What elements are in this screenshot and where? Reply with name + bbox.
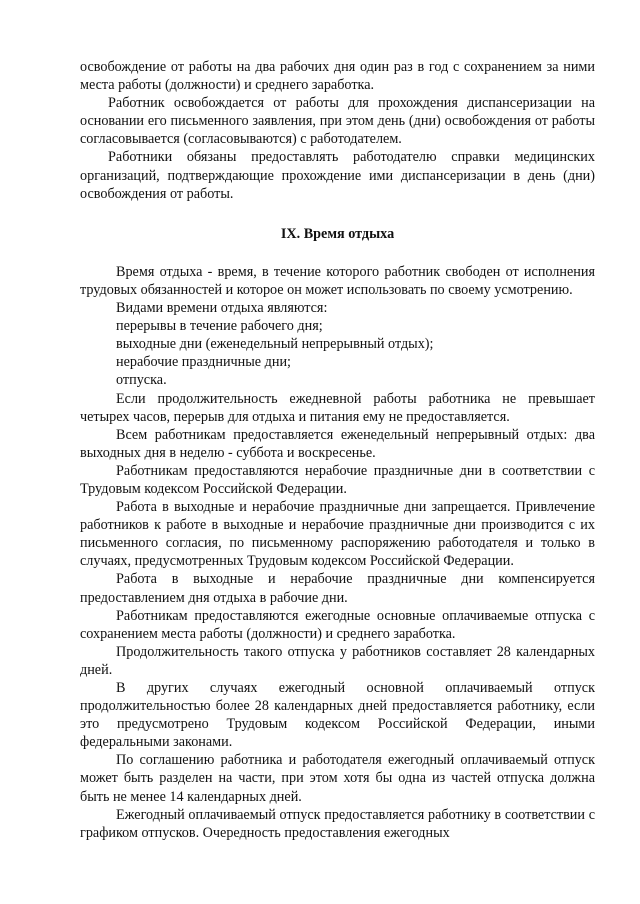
kinds-list-item: выходные дни (еженедельный непрерывный отдых); xyxy=(116,336,434,353)
kinds-list-item: отпуска. xyxy=(116,372,167,389)
document-page xyxy=(80,58,595,842)
body-paragraph: Работа в выходные и нерабочие праздничные дни запрещается. Привлечение работников к работе в выходные и нерабочие праздничные дни производится с их письменного согласия, по письменному распоряжению работодателя и только в случаях, предусмотренных Трудовым кодексом Российской Федерации. xyxy=(80,499,595,570)
kinds-intro: Видами времени отдыха являются: xyxy=(116,300,328,317)
intro-paragraph-3: Работники обязаны предоставлять работодателю справки медицинских организаций, подтверждающие прохождение ими диспансеризации в день (дни) освобождения от работы. xyxy=(80,149,595,202)
intro-paragraph-1: освобождение от работы на два рабочих дня один раз в год с сохранением за ними места работы (должности) и среднего заработка. xyxy=(80,59,595,94)
body-paragraph: Работникам предоставляются ежегодные основные оплачиваемые отпуска с сохранением места работы (должности) и среднего заработка. xyxy=(80,607,595,642)
definition-paragraph: Время отдыха - время, в течение которого работник свободен от исполнения трудовых обязанностей и которое он может использовать по своему усмотрению. xyxy=(80,263,595,298)
body-paragraph: Всем работникам предоставляется еженедельный непрерывный отдых: два выходных дня в неделю - суббота и воскресенье. xyxy=(80,426,595,461)
kinds-list-item: нерабочие праздничные дни; xyxy=(116,354,291,371)
body-paragraph: Ежегодный оплачиваемый отпуск предоставляется работнику в соответствии с графиком отпусков. Очередность предоставления ежегодных xyxy=(80,806,595,841)
body-paragraph: Продолжительность такого отпуска у работников составляет 28 календарных дней. xyxy=(80,643,595,678)
section-heading: IX. Время отдыха xyxy=(280,225,395,242)
body-paragraph: В других случаях ежегодный основной оплачиваемый отпуск продолжительностью более 28 календарных дней предоставляется работнику, если это предусмотрено Трудовым кодексом Российской Федерации, иными федеральными законами. xyxy=(80,680,595,751)
body-paragraph: Если продолжительность ежедневной работы работника не превышает четырех часов, перерыв для отдыха и питания ему не предоставляется. xyxy=(80,390,595,425)
body-paragraph: Работникам предоставляются нерабочие праздничные дни в соответствии с Трудовым кодексом Российской Федерации. xyxy=(80,462,595,497)
body-paragraph: Работа в выходные и нерабочие праздничные дни компенсируется предоставлением дня отдыха в рабочие дни. xyxy=(80,571,595,606)
intro-paragraph-2: Работник освобождается от работы для прохождения диспансеризации на основании его письменного заявления, при этом день (дни) освобождения от работы согласовывается (согласовываются) с работодателем. xyxy=(80,95,595,148)
body-paragraph: По соглашению работника и работодателя ежегодный оплачиваемый отпуск может быть разделен на части, при этом хотя бы одна из частей отпуска должна быть не менее 14 календарных дней. xyxy=(80,752,595,805)
kinds-list-item: перерывы в течение рабочего дня; xyxy=(116,318,323,335)
